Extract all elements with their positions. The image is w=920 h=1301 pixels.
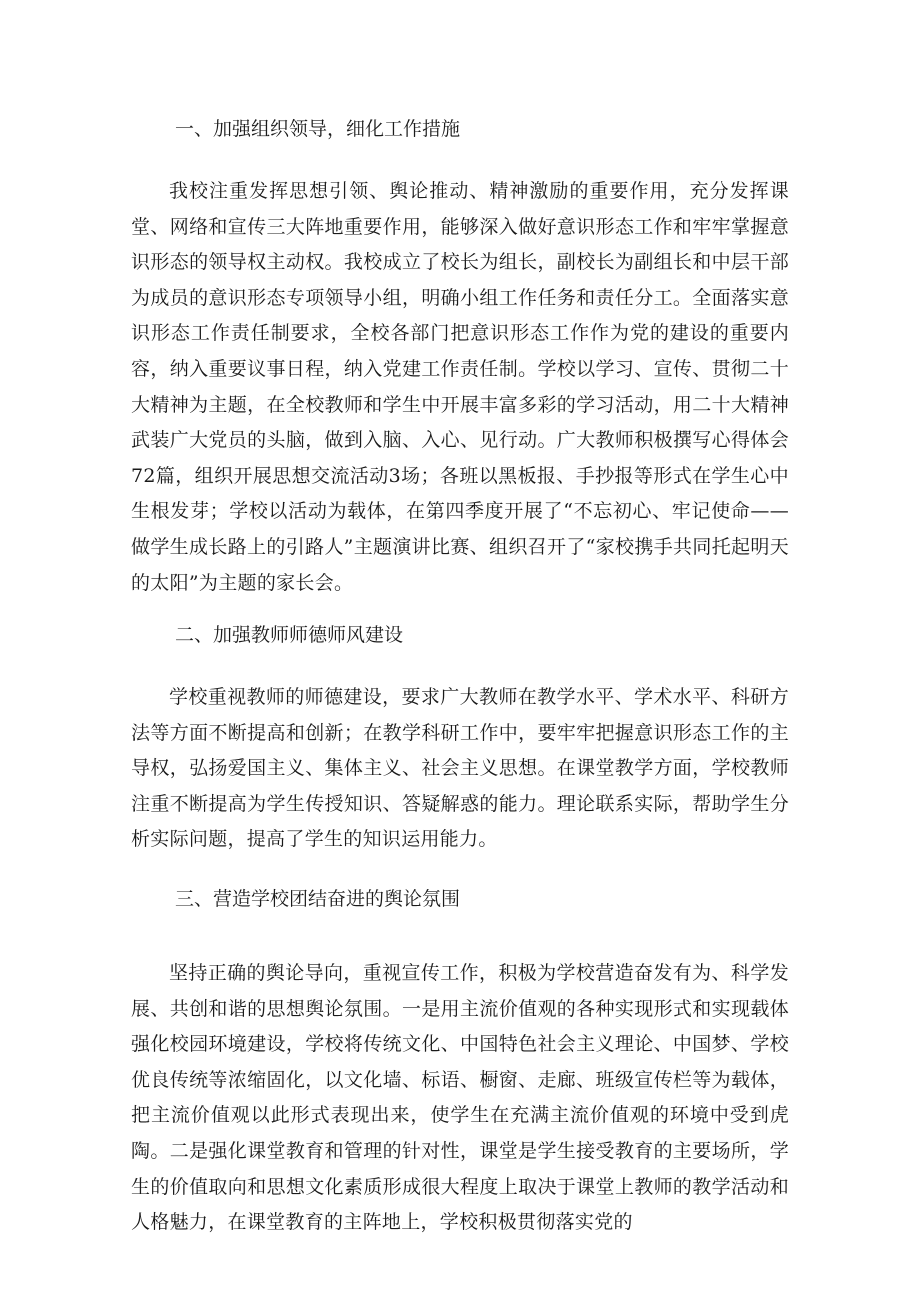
section-3-paragraph: 坚持正确的舆论导向，重视宣传工作，积极为学校营造奋发有为、科学发展、共创和谐的思想舆论氛围。一是用主流价值观的各种实现形式和实现载体强化校园环境建设，学校将传统文化、中国特色社会主义理论、中国梦、学校优良传统等浓缩固化，以文化墙、标语、橱窗、走廊、班级宣传栏等为载体，把主流价值观以此形式表现出来，使学生在充满主流价值观的环境中受到虎陶。二是强化课堂教育和管理的针对性，课堂是学生接受教育的主要场所，学生的价值取向和思想文化素质形成很大程度上取决于课堂上教师的教学活动和人格魅力，在课堂教育的主阵地上，学校积极贯彻落实党的 (131, 962, 789, 1234)
section-2-heading: 二、加强教师师德师风建设 (175, 624, 404, 646)
section-2-paragraph: 学校重视教师的师德建设，要求广大教师在教学水平、学术水平、科研方法等方面不断提高和创新；在教学科研工作中，要牢牢把握意识形态工作的主导权，弘扬爱国主义、集体主义、社会主义思想。在课堂教学方面，学校教师注重不断提高为学生传授知识、答疑解惑的能力。理论联系实际，帮助学生分析实际问题，提高了学生的知识运用能力。 (131, 686, 789, 851)
section-1-paragraph: 我校注重发挥思想引领、舆论推动、精神激励的重要作用，充分发挥课堂、网络和宣传三大阵地重要作用，能够深入做好意识形态工作和牢牢掌握意识形态的领导权主动权。我校成立了校长为组长，副校长为副组长和中层干部为成员的意识形态专项领导小组，明确小组工作任务和责任分工。全面落实意识形态工作责任制要求，全校各部门把意识形态工作作为党的建设的重要内容，纳入重要议事日程，纳入党建工作责任制。学校以学习、宣传、贯彻二十大精神为主题，在全校教师和学生中开展丰富多彩的学习活动，用二十大精神武装广大党员的头脑，做到入脑、入心、见行动。广大教师积极撰写心得体会72篇，组织开展思想交流活动3场；各班以黑板报、手抄报等形式在学生心中生根发芽；学校以活动为载体，在第四季度开展了“不忘初心、牢记使命——做学生成长路上的引路人”主题演讲比赛、组织召开了“家校携手共同托起明天的太阳”为主题的家长会。 (131, 180, 789, 594)
section-3-heading: 三、营造学校团结奋进的舆论氛围 (175, 888, 461, 910)
section-1-heading: 一、加强组织领导，细化工作措施 (175, 118, 461, 140)
